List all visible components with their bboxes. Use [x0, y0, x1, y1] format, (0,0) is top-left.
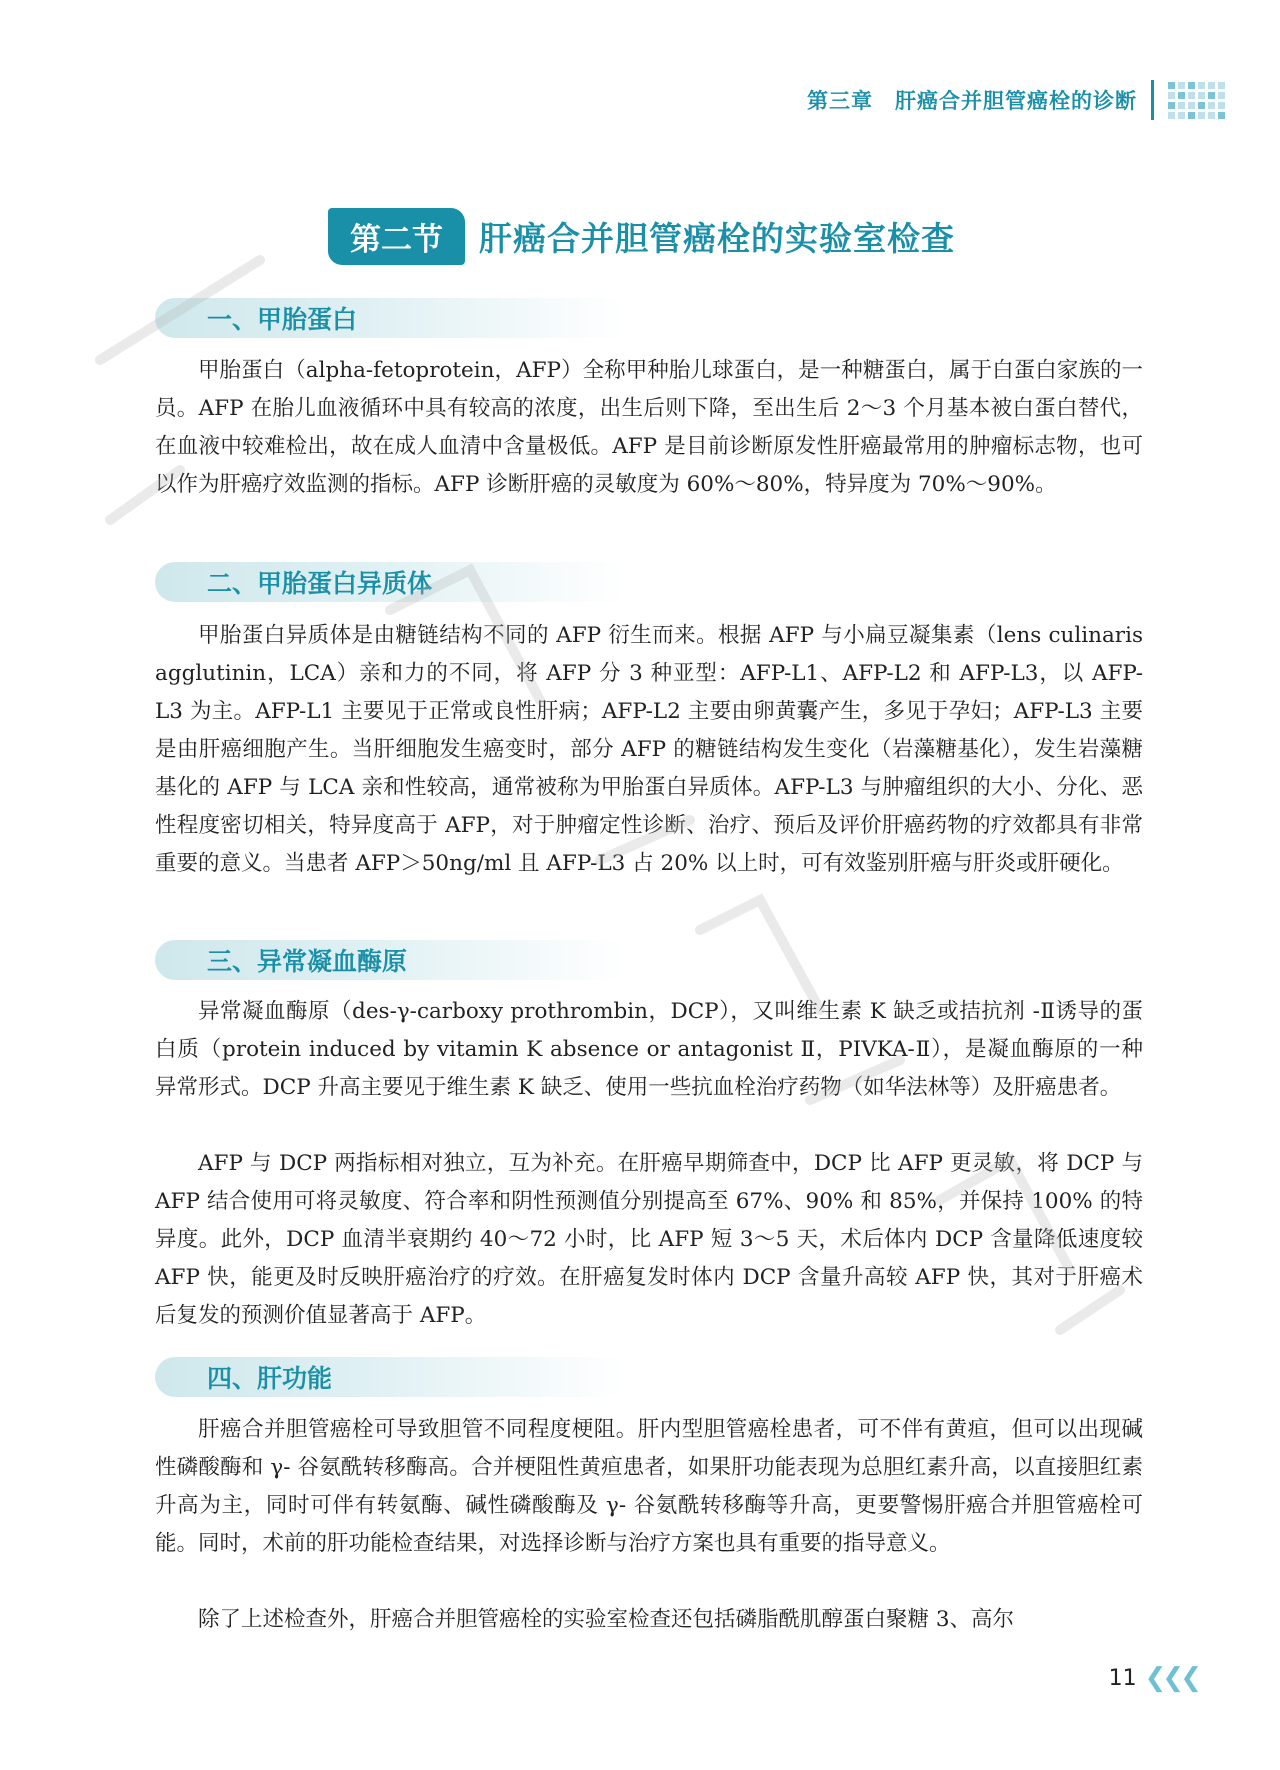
subsection-heading-afp-l3: 二、甲胎蛋白异质体: [155, 562, 625, 602]
paragraph-afp: 甲胎蛋白（alpha-fetoprotein，AFP）全称甲种胎儿球蛋白，是一种糖蛋白，属于白蛋白家族的一员。AFP 在胎儿血液循环中具有较高的浓度，出生后则下降，至出生后 2～3 个月基本被白蛋白替代，在血液中较难检出，故在成人血清中含量极低。AFP 是目前诊断原发性肝癌最常用的肿瘤标志物，也可以作为肝癌疗效监测的指标。AFP 诊断肝癌的灵敏度为 60%～80%，特异度为 70%～90%。: [155, 358, 1143, 497]
section-badge: 第二节: [328, 208, 465, 265]
page-footer: [1109, 1663, 1198, 1693]
subsection-heading-afp: 一、甲胎蛋白: [155, 298, 625, 338]
paragraph-liver-function-1: 肝癌合并胆管癌栓可导致胆管不同程度梗阻。肝内型胆管癌栓患者，可不伴有黄疸，但可以出现碱性磷酸酶和 γ- 谷氨酰转移酶高。合并梗阻性黄疸患者，如果肝功能表现为总胆红素升高，以直接胆红素升高为主，同时可伴有转氨酶、碱性磷酸酶及 γ- 谷氨酰转移酶等升高，更要警惕肝癌合并胆管癌栓可能。同时，术前的肝功能检查结果，对选择诊断与治疗方案也具有重要的指导意义。: [155, 1417, 1143, 1556]
paragraph-liver-function-2: 除了上述检查外，肝癌合并胆管癌栓的实验室检查还包括磷脂酰肌醇蛋白聚糖 3、高尔: [198, 1607, 1015, 1632]
header-divider: [1151, 80, 1154, 120]
running-header: [807, 78, 1225, 122]
paragraph-dcp-2: AFP 与 DCP 两指标相对独立，互为补充。在肝癌早期筛查中，DCP 比 AFP 更灵敏，将 DCP 与 AFP 结合使用可将灵敏度、符合率和阴性预测值分别提高至 67%、90% 和 85%，并保持 100% 的特异度。此外，DCP 血清半衰期约 40～72 小时，比 AFP 短 3～5 天，术后体内 DCP 含量降低速度较 AFP 快，能更及时反映肝癌治疗的疗效。在肝癌复发时体内 DCP 含量升高较 AFP 快，其对于肝癌术后复发的预测价值显著高于 AFP。: [155, 1151, 1143, 1328]
header-dot-grid-decoration: [1168, 82, 1225, 119]
chevron-left-icon: ❮❮❮: [1144, 1663, 1198, 1693]
paragraph-dcp-1: 异常凝血酶原（des-γ-carboxy prothrombin，DCP），又叫维生素 K 缺乏或拮抗剂 -Ⅱ诱导的蛋白质（protein induced by vitamin K absence or antagonist Ⅱ，PIVKA-Ⅱ），是凝血酶原的一种异常形式。DCP 升高主要见于维生素 K 缺乏、使用一些抗血栓治疗药物（如华法林等）及肝癌患者。: [155, 999, 1143, 1100]
chapter-title: 第三章 肝癌合并胆管癌栓的诊断: [807, 89, 1137, 113]
section-title: 肝癌合并胆管癌栓的实验室检查: [479, 219, 955, 258]
paragraph-afp-l3: 甲胎蛋白异质体是由糖链结构不同的 AFP 衍生而来。根据 AFP 与小扁豆凝集素（lens culinaris agglutinin，LCA）亲和力的不同，将 AFP 分 3 种亚型：AFP-L1、AFP-L2 和 AFP-L3，以 AFP-L3 为主。AFP-L1 主要见于正常或良性肝病；AFP-L2 主要由卵黄囊产生，多见于孕妇；AFP-L3 主要是由肝癌细胞产生。当肝细胞发生癌变时，部分 AFP 的糖链结构发生变化（岩藻糖基化），发生岩藻糖基化的 AFP 与 LCA 亲和性较高，通常被称为甲胎蛋白异质体。AFP-L3 与肿瘤组织的大小、分化、恶性程度密切相关，特异度高于 AFP，对于肿瘤定性诊断、治疗、预后及评价肝癌药物的疗效都具有非常重要的意义。当患者 AFP＞50ng/ml 且 AFP-L3 占 20% 以上时，可有效鉴别肝癌与肝炎或肝硬化。: [155, 623, 1143, 876]
page-number: 11: [1108, 1665, 1137, 1691]
section-heading: [328, 208, 955, 265]
subsection-heading-liver-function: 四、肝功能: [155, 1357, 625, 1397]
subsection-heading-dcp: 三、异常凝血酶原: [155, 940, 625, 980]
